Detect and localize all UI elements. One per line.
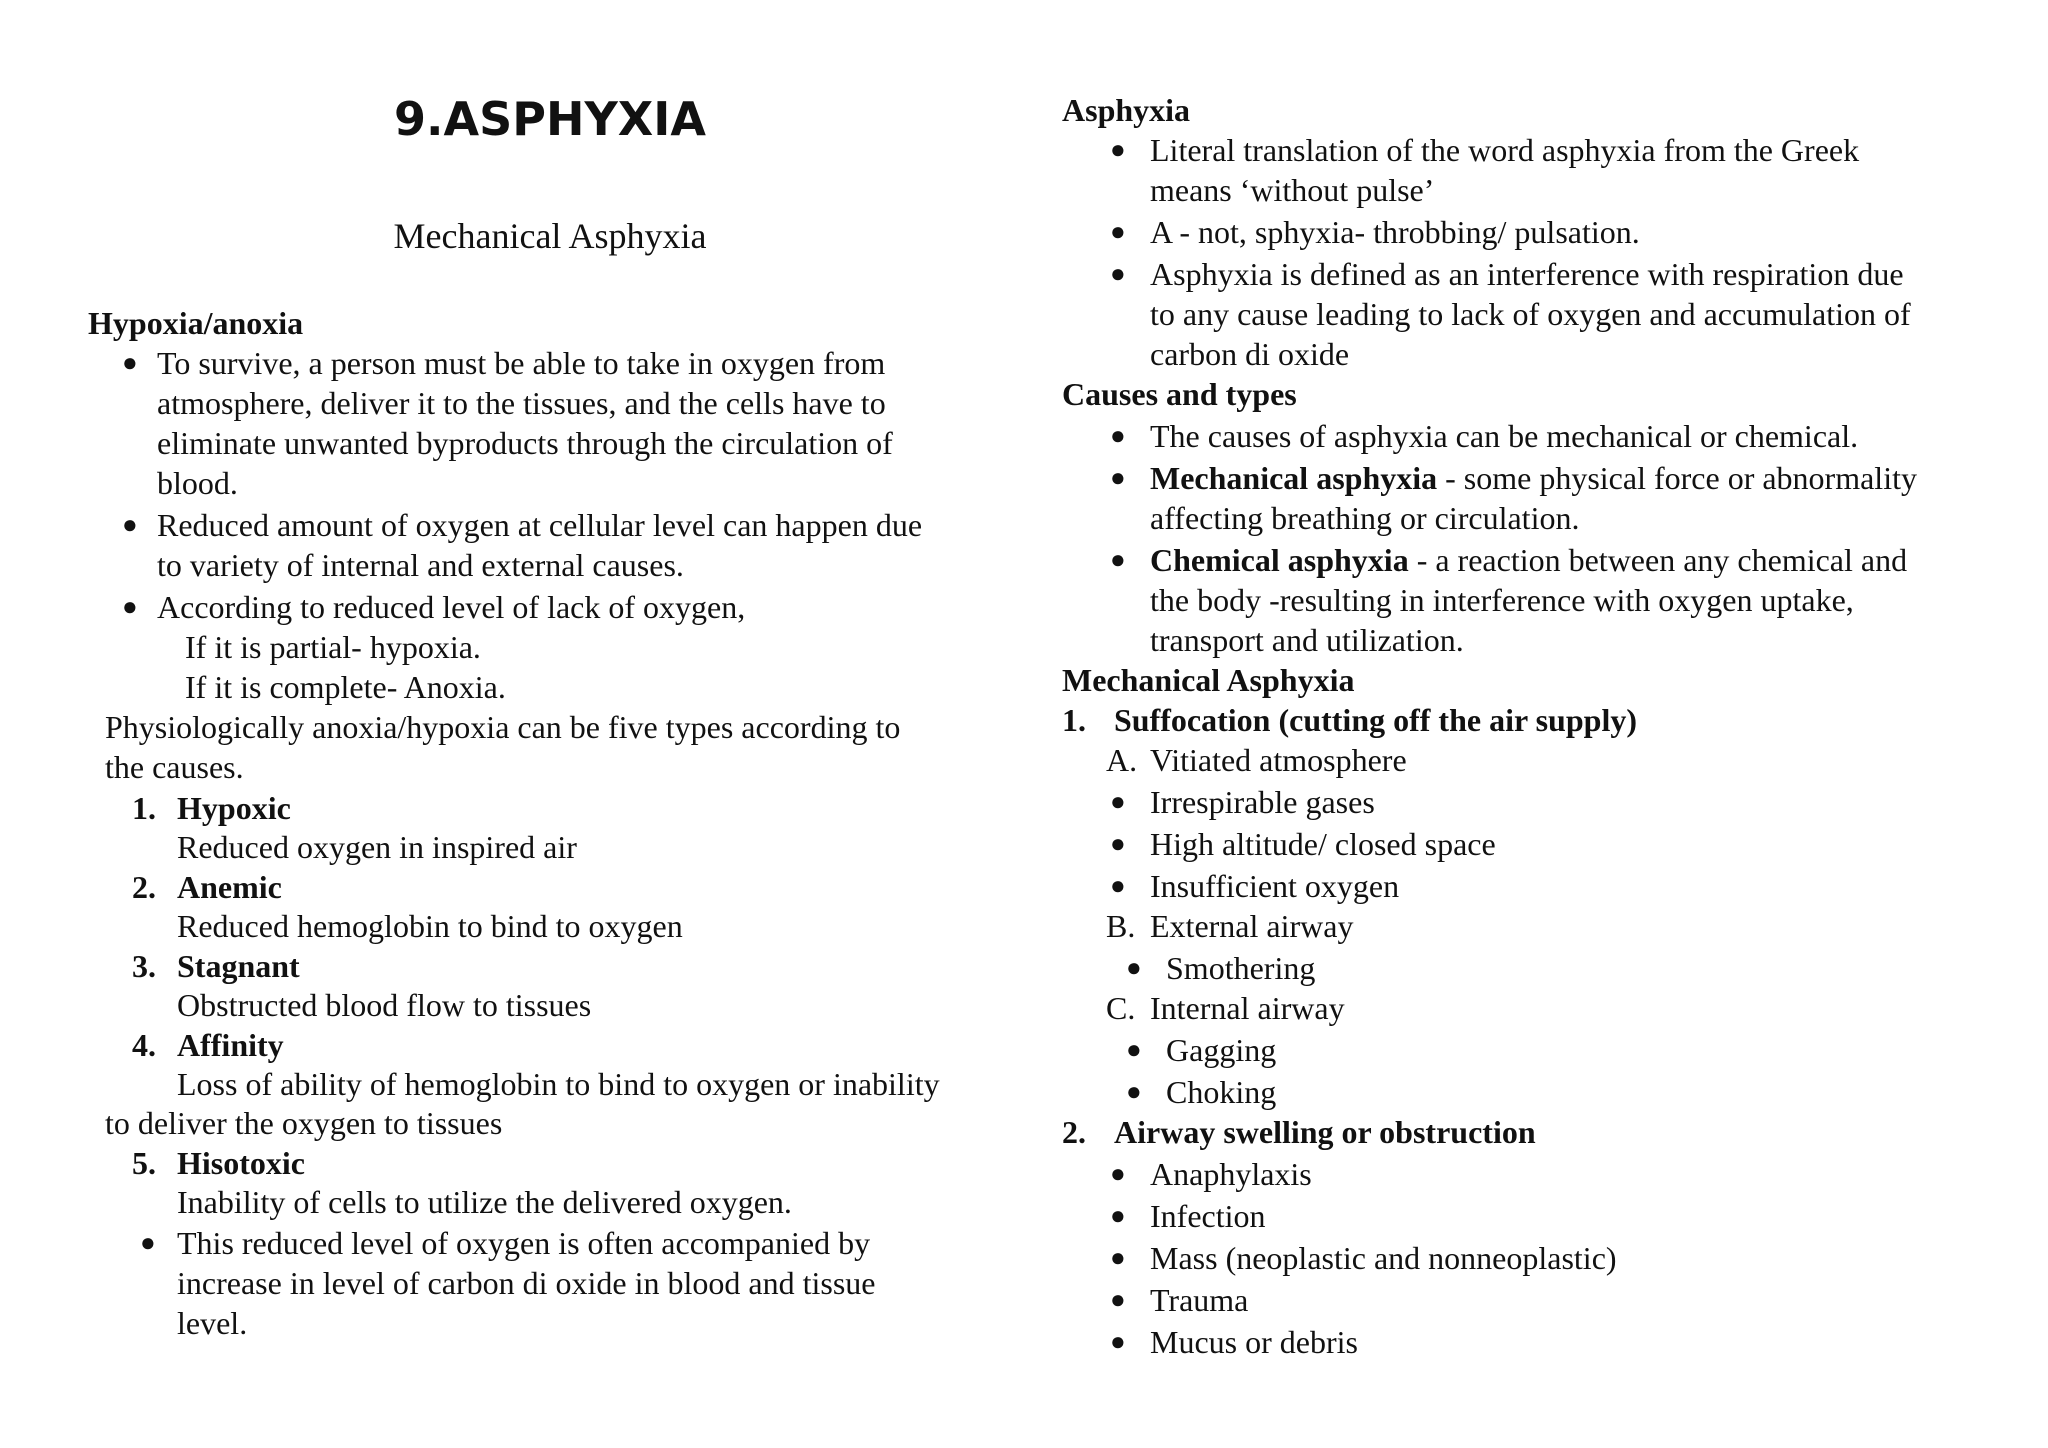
type-desc: to deliver the oxygen to tissues [105,1105,503,1141]
c3-rest: - a reaction between any chemical and [1408,542,1908,578]
list-item: Irrespirable gases [1150,784,1375,820]
list-item: Gagging [1166,1032,1277,1068]
a3-line: to any cause leading to lack of oxygen and accumulation of [1150,296,1911,332]
list-item: Anaphylaxis [1150,1156,1312,1192]
a1-line: means ‘without pulse’ [1150,172,1435,208]
c3-line3: transport and utilization. [1150,622,1464,658]
c3-line [1150,540,1907,580]
c2-bold: Mechanical asphyxia [1150,460,1438,496]
type-desc: Inability of cells to utilize the delivered oxygen. [177,1184,792,1220]
bullet-icon: ● [1110,259,1126,288]
bullet-icon: ● [1110,1243,1126,1272]
a3-line: Asphyxia is defined as an interference with respiration due [1150,256,1904,292]
c2-rest: - some physical force or abnormality [1437,460,1917,496]
c3-bold: Chemical asphyxia [1150,542,1409,578]
list-item: High altitude/ closed space [1150,826,1496,862]
bullet-icon: ● [1110,787,1126,816]
bullet-icon: ● [122,592,138,621]
bullet-icon: ● [1110,1201,1126,1230]
b1-line: atmosphere, deliver it to the tissues, and the cells have to [157,385,886,421]
paragraph-line: the causes. [105,749,244,785]
b1-line: eliminate unwanted byproducts through the circulation of [157,425,893,461]
type-name: Affinity [177,1027,284,1063]
section-subtitle: Mechanical Asphyxia [393,216,707,256]
type-name: Anemic [177,869,282,905]
title-word: ASPHYXIA [443,92,706,146]
section-number: 1. [1062,702,1086,738]
list-item: Trauma [1150,1282,1249,1318]
section-title: Suffocation (cutting off the air supply) [1114,702,1637,738]
c1-line: The causes of asphyxia can be mechanical or chemical. [1150,418,1859,454]
b1-line: blood. [157,465,238,501]
bullet-icon: ● [1110,217,1126,246]
list-item: Infection [1150,1198,1266,1234]
letter-marker: A. [1106,742,1138,778]
type-desc: Reduced hemoglobin to bind to oxygen [177,908,683,944]
bullet-icon: ● [1126,1035,1142,1064]
type-number: 1. [132,790,156,826]
section-number: 2. [1062,1114,1086,1150]
heading-mechanical: Mechanical Asphyxia [1062,662,1355,698]
heading-hypoxia: Hypoxia/anoxia [88,305,304,341]
type-number: 3. [132,948,156,984]
page-title [320,92,780,146]
section-title: Airway swelling or obstruction [1114,1114,1536,1150]
type-number: 4. [132,1027,156,1063]
type-desc: Reduced oxygen in inspired air [177,829,577,865]
a2-line: A - not, sphyxia- throbbing/ pulsation. [1150,214,1640,250]
heading-asphyxia: Asphyxia [1062,92,1191,128]
bullet-icon: ● [1126,1077,1142,1106]
b2-line: Reduced amount of oxygen at cellular level can happen due [157,507,923,543]
bullet-icon: ● [140,1228,156,1257]
type-number: 5. [132,1145,156,1181]
title-number: 9. [394,92,444,146]
a3-line: carbon di oxide [1150,336,1350,372]
list-item: Smothering [1166,950,1316,986]
bullet-icon: ● [1110,135,1126,164]
sub-heading: External airway [1150,908,1354,944]
bullet-icon: ● [122,510,138,539]
c3-line2: the body -resulting in interference with oxygen uptake, [1150,582,1854,618]
bullet-icon: ● [1110,1285,1126,1314]
c2-line2: affecting breathing or circulation. [1150,500,1580,536]
letter-marker: B. [1106,908,1136,944]
list-item: Insufficient oxygen [1150,868,1400,904]
type-name: Stagnant [177,948,300,984]
a1-line: Literal translation of the word asphyxia from the Greek [1150,132,1860,168]
b3-sub: If it is complete- Anoxia. [185,669,506,705]
heading-causes: Causes and types [1062,376,1297,412]
b2-line: to variety of internal and external causes. [157,547,684,583]
bullet-icon: ● [122,348,138,377]
type-number: 2. [132,869,156,905]
b3-line: According to reduced level of lack of oxygen, [157,589,746,625]
bullet-icon: ● [1110,421,1126,450]
bullet-icon: ● [1126,953,1142,982]
sub-heading: Vitiated atmosphere [1150,742,1407,778]
list-item: Mucus or debris [1150,1324,1358,1360]
b4-line: level. [177,1305,248,1341]
list-item: Mass (neoplastic and nonneoplastic) [1150,1240,1617,1276]
type-desc: Loss of ability of hemoglobin to bind to oxygen or inability [177,1066,940,1102]
bullet-icon: ● [1110,463,1126,492]
bullet-icon: ● [1110,871,1126,900]
type-name: Hypoxic [177,790,291,826]
b3-sub: If it is partial- hypoxia. [185,629,481,665]
b4-line: This reduced level of oxygen is often accompanied by [177,1225,871,1261]
list-item: Choking [1166,1074,1277,1110]
b4-line: increase in level of carbon di oxide in blood and tissue [177,1265,876,1301]
sub-heading: Internal airway [1150,990,1345,1026]
letter-marker: C. [1106,990,1136,1026]
bullet-icon: ● [1110,1159,1126,1188]
bullet-icon: ● [1110,545,1126,574]
bullet-icon: ● [1110,1327,1126,1356]
bullet-icon: ● [1110,829,1126,858]
type-desc: Obstructed blood flow to tissues [177,987,592,1023]
b1-line: To survive, a person must be able to take in oxygen from [157,345,886,381]
type-name: Hisotoxic [177,1145,305,1181]
c2-line [1150,458,1917,498]
paragraph-line: Physiologically anoxia/hypoxia can be five types according to [105,709,901,745]
